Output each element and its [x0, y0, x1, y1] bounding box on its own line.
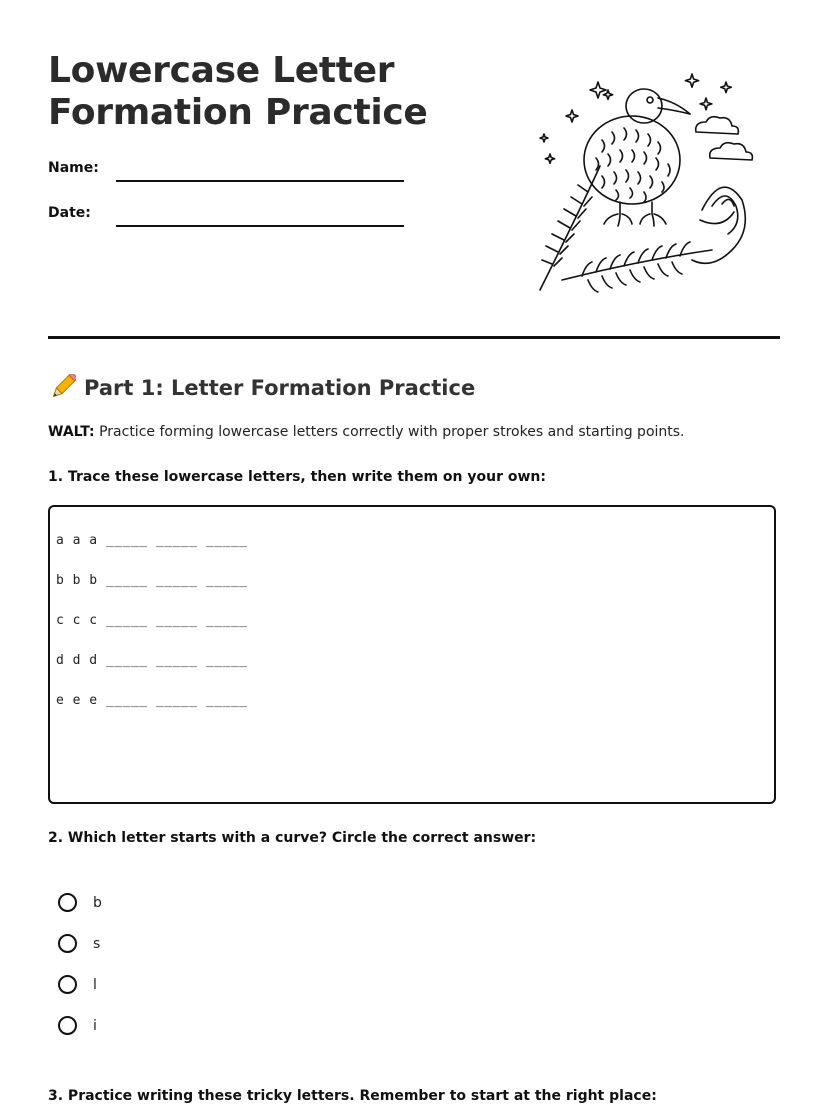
walt-label: WALT: [48, 424, 95, 440]
answer-option-s[interactable] [58, 934, 100, 953]
kiwi-bird-illustration [532, 70, 762, 298]
walt-text: Practice forming lowercase letters correctly with proper strokes and starting points. [94, 424, 685, 440]
title-line-1: Lowercase Letter [48, 50, 395, 91]
trace-row: b b b _____ _____ _____ [56, 573, 248, 588]
option-label: s [93, 935, 101, 952]
answer-option-i[interactable] [58, 1016, 97, 1035]
section-divider [48, 336, 780, 339]
page-title [48, 50, 428, 134]
question-2: 2. Which letter starts with a curve? Circle the correct answer: [48, 830, 537, 846]
option-label: b [93, 894, 102, 911]
trace-row: d d d _____ _____ _____ [56, 653, 248, 668]
radio-circle[interactable] [58, 975, 77, 994]
date-label: Date: [48, 205, 91, 221]
radio-circle[interactable] [58, 893, 77, 912]
question-3: 3. Practice writing these tricky letters. Remember to start at the right place: [48, 1088, 657, 1104]
answer-option-b[interactable] [58, 893, 102, 912]
radio-circle[interactable] [58, 1016, 77, 1035]
trace-row: e e e _____ _____ _____ [56, 693, 248, 708]
trace-row: c c c _____ _____ _____ [56, 613, 248, 628]
pencil-icon [48, 374, 76, 402]
tracing-box[interactable] [48, 505, 776, 804]
part1-heading-text: Part 1: Letter Formation Practice [84, 376, 476, 400]
radio-circle[interactable] [58, 934, 77, 953]
answer-option-l[interactable] [58, 975, 97, 994]
option-label: i [93, 1017, 97, 1034]
trace-row: a a a _____ _____ _____ [56, 533, 248, 548]
name-field-line[interactable] [116, 180, 404, 182]
title-line-2: Formation Practice [48, 92, 428, 133]
walt-statement [48, 424, 685, 440]
name-label: Name: [48, 160, 99, 176]
option-label: l [93, 976, 97, 993]
date-field-line[interactable] [116, 225, 404, 227]
question-1: 1. Trace these lowercase letters, then write them on your own: [48, 469, 546, 485]
part1-heading [48, 374, 475, 402]
